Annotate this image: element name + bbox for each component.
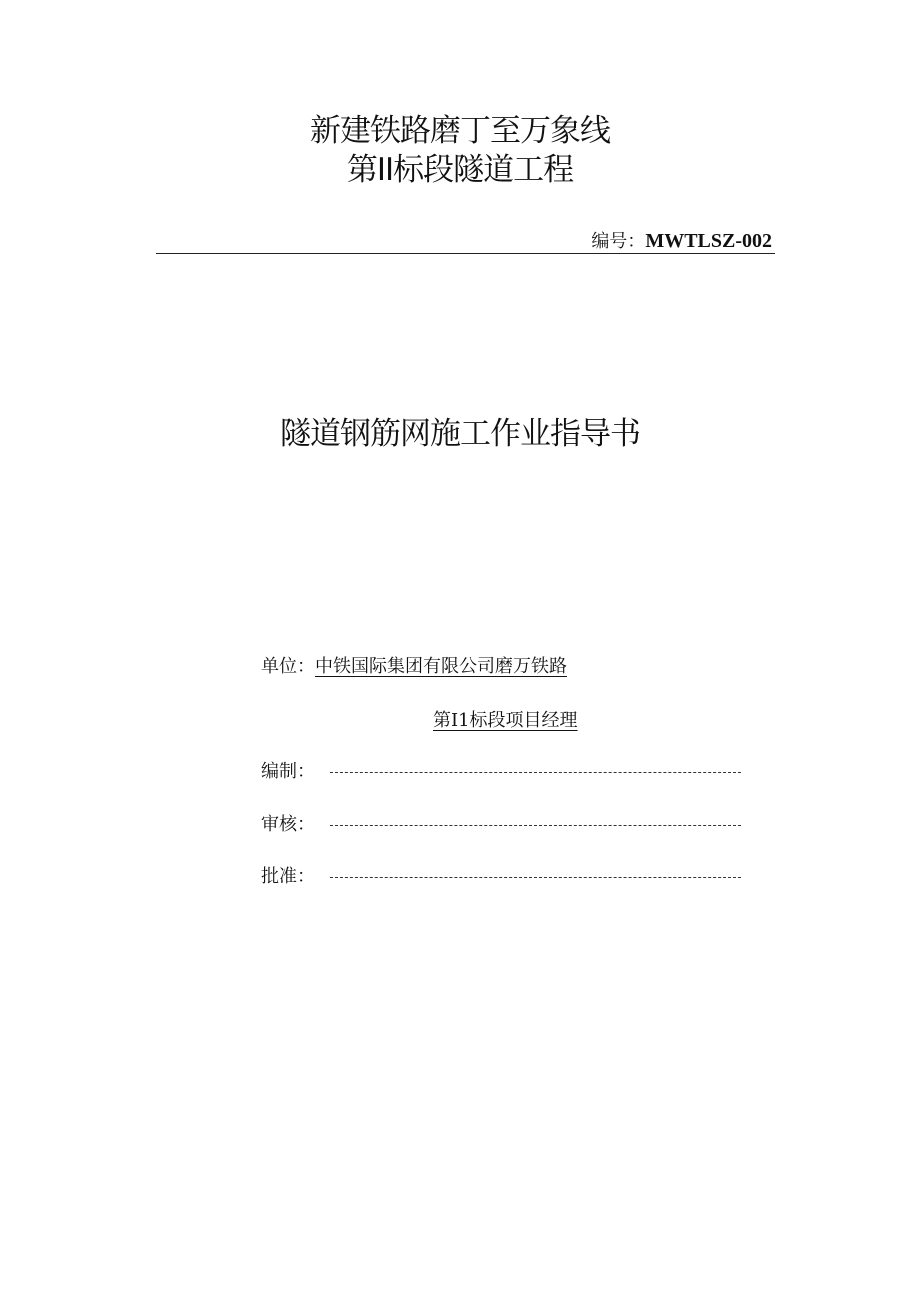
signature-label: 批准： (261, 866, 315, 887)
signature-label: 审核： (261, 814, 315, 835)
signature-row-approve (261, 864, 751, 890)
document-number-value: MWTLSZ-002 (645, 230, 772, 252)
unit-value-line1: 中铁国际集团有限公司磨万铁路 (315, 656, 567, 677)
project-title-line1: 新建铁路磨丁至万象线 (310, 113, 610, 149)
document-number-label: 编号： (591, 231, 646, 252)
document-number (591, 228, 772, 255)
signature-blank-line[interactable] (330, 772, 741, 773)
document-title: 隧道钢筋网施工作业指导书 (280, 416, 640, 452)
signature-blank-line[interactable] (330, 825, 741, 826)
header-rule (156, 253, 775, 254)
signature-row-review (261, 812, 751, 838)
signature-label: 编制： (261, 761, 315, 782)
signature-blank-line[interactable] (330, 877, 741, 878)
unit-row (261, 654, 567, 680)
project-title-line2: 第II标段隧道工程 (346, 152, 574, 188)
signature-row-compile (261, 759, 751, 785)
unit-value-line2: 第I1标段项目经理 (433, 710, 578, 731)
unit-label: 单位： (261, 656, 315, 677)
